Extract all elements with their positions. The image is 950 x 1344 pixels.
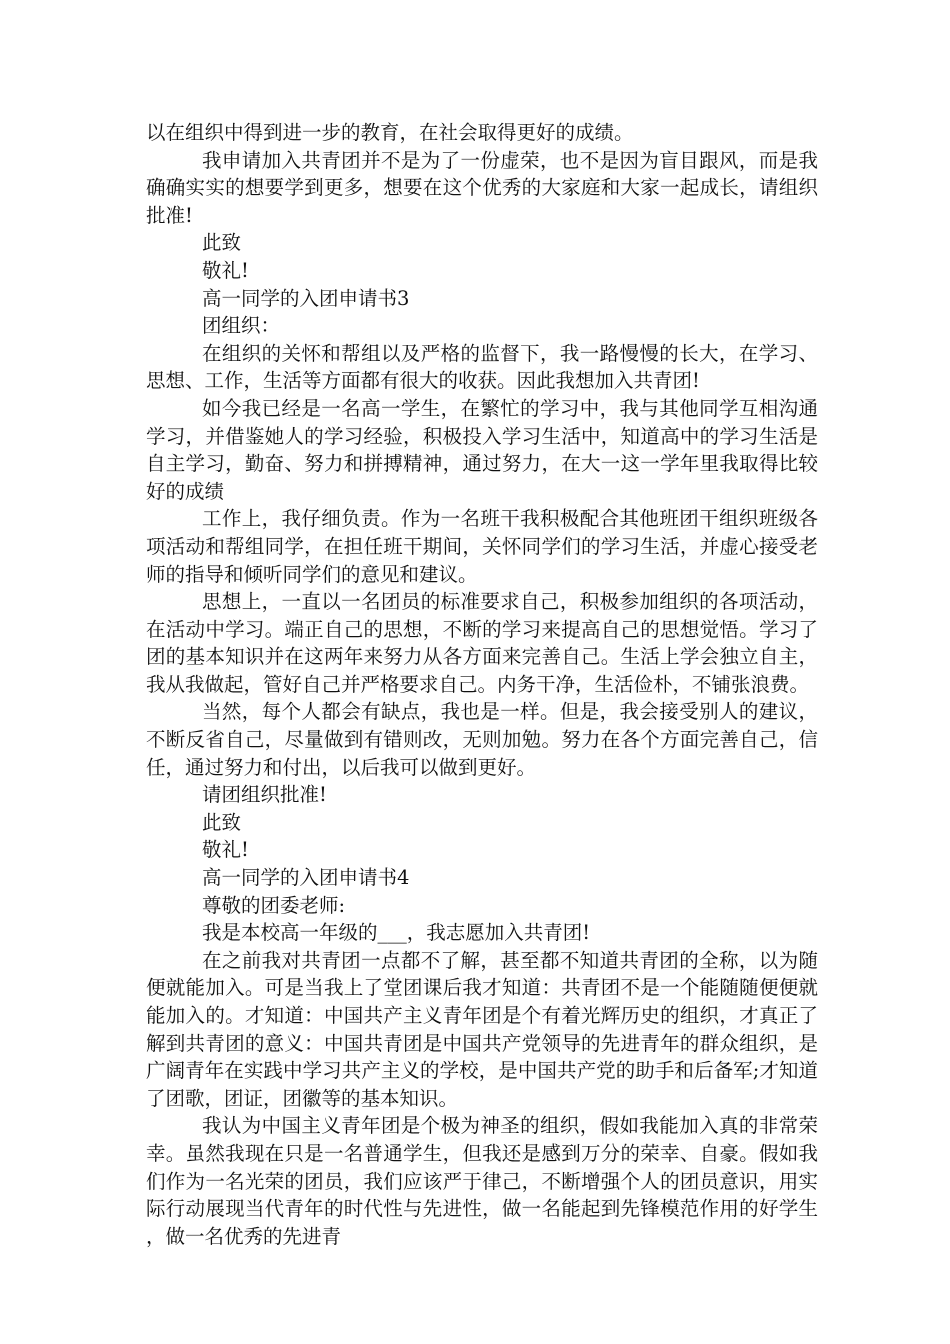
document-page	[146, 119, 818, 1250]
paragraph-9: 思想上，一直以一名团员的标准要求自己，积极参加组织的各项活动，在活动中学习。端正自己的思想，不断的学习来提高自己的思想觉悟。学习了团的基本知识并在这两年来努力从各方面来完善自己。生活上学会独立自主，我从我做起，管好自己并严格要求自己。内务干净，生活俭朴，不铺张浪费。	[146, 590, 818, 696]
request-approval: 请团组织批准!	[202, 783, 327, 807]
paragraph-6: 在组织的关怀和帮组以及严格的监督下，我一路慢慢的长大，在学习、思想、工作，生活等方面都有很大的收获。因此我想加入共青团!	[146, 341, 818, 393]
paragraph-1: 我申请加入共青团并不是为了一份虚荣，也不是因为盲目跟风，而是我确确实实的想要学到更多，想要在这个优秀的大家庭和大家一起成长，请组织批准!	[146, 148, 818, 227]
paragraph-10: 当然，每个人都会有缺点，我也是一样。但是，我会接受别人的建议，不断反省自己，尽量做到有错则改，无则加勉。努力在各个方面完善自己，信任，通过努力和付出，以后我可以做到更好。	[146, 700, 818, 779]
paragraph-17: 在之前我对共青团一点都不了解，甚至都不知道共青团的全称，以为随便就能加入。可是当我上了堂团课后我才知道：共青团不是一个能随随便便就能加入的。才知道：中国共产主义青年团是个有着光辉历史的组织，才真正了解到共青团的意义：中国共青团是中国共产党领导的先进青年的群众组织，是广阔青年在实践中学习共产主义的学校，是中国共产党的助手和后备军;才知道了团歌，团证，团徽等的基本知识。	[146, 948, 818, 1110]
salutation-2: 尊敬的团委老师:	[202, 893, 346, 917]
closing-jingli-2: 敬礼!	[202, 838, 249, 862]
paragraph-18: 我认为中国主义青年团是个极为神圣的组织，假如我能加入真的非常荣幸。虽然我现在只是一名普通学生，但我还是感到万分的荣幸、自豪。假如我们作为一名光荣的团员，我们应该严于律己，不断增强个人的团员意识，用实际行动展现当代青年的时代性与先进性，做一名能起到先锋模范作用的好学生，做一名优秀的先进青	[146, 1114, 818, 1248]
closing-jingli: 敬礼!	[202, 258, 249, 282]
paragraph-0: 以在组织中得到进一步的教育，在社会取得更好的成绩。	[146, 121, 634, 144]
section-title-3: 高一同学的入团申请书3	[202, 286, 410, 310]
salutation: 团组织：	[202, 314, 281, 338]
paragraph-8: 工作上，我仔细负责。作为一名班干我积极配合其他班团干组织班级各项活动和帮组同学，在担任班干期间，关怀同学们的学习生活，并虚心接受老师的指导和倾听同学们的意见和建议。	[146, 507, 818, 586]
closing-cizhi: 此致	[202, 231, 242, 255]
closing-cizhi-2: 此致	[202, 810, 242, 834]
paragraph-7: 如今我已经是一名高一学生，在繁忙的学习中，我与其他同学互相沟通学习，并借鉴她人的学习经验，积极投入学习生活中，知道高中的学习生活是自主学习，勤奋、努力和拼搏精神，通过努力，在大一这一学年里我取得比较好的成绩	[146, 396, 818, 503]
paragraph-16: 我是本校高一年级的___，我志愿加入共青团!	[202, 921, 591, 945]
section-title-4: 高一同学的入团申请书4	[202, 866, 410, 890]
